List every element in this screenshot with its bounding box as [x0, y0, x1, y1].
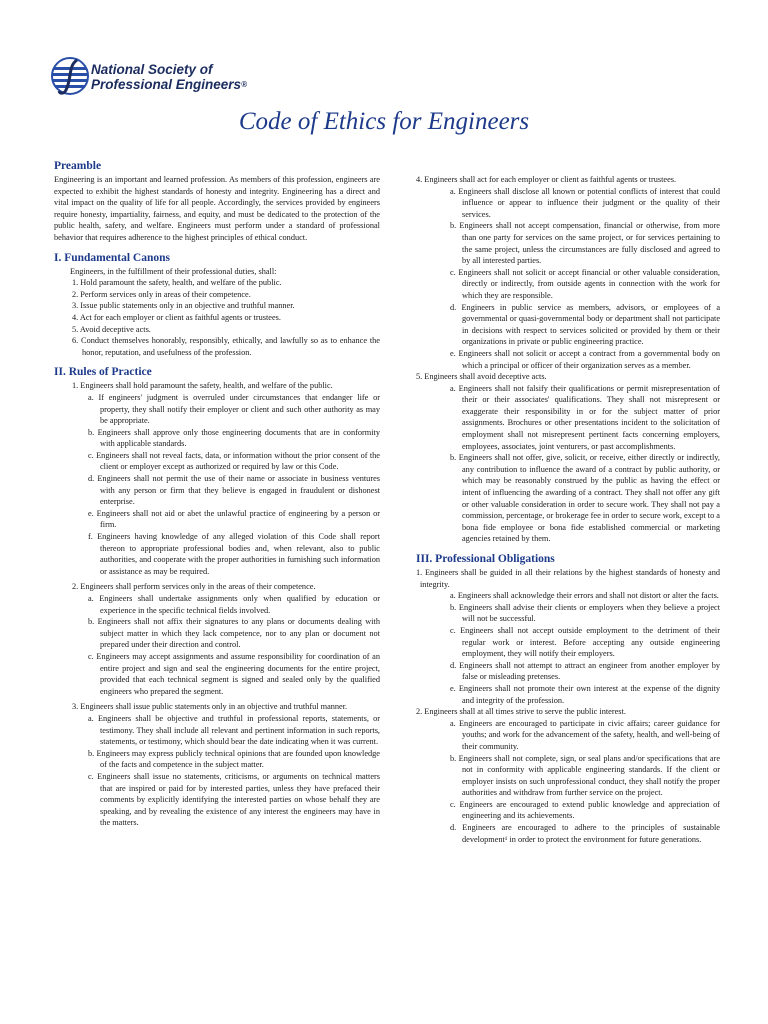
obligation-1b: b. Engineers shall advise their clients or employers when they believe a project will not be successful.: [450, 602, 720, 624]
obligation-1e: e. Engineers shall not promote their own interest at the expense of the dignity and integrity of the profession.: [450, 683, 720, 705]
canons-heading: I. Fundamental Canons: [54, 251, 170, 264]
org-name-line2: [91, 77, 247, 92]
canon-item: 2. Perform services only in areas of their competence.: [72, 289, 251, 299]
rule-1d: d. Engineers shall not permit the use of their name or associate in business ventures with any person or firm that they believe is engaged in fraudulent or dishonest enterprise.: [88, 474, 380, 507]
right-column: [416, 174, 720, 845]
preamble-heading: Preamble: [54, 160, 102, 172]
rule-4e: e. Engineers shall not solicit or accept a contract from a governmental body on which a principal or officer of their organization serves as a member.: [450, 348, 720, 370]
obligation-2a: a. Engineers are encouraged to participate in civic affairs; career guidance for youths; and work for the advancement of the safety, health, and well-being of their community.: [450, 718, 720, 751]
nspe-logo: [50, 56, 310, 100]
preamble-text: Engineering is an important and learned profession. As members of this profession, engineers are expected to exhibit the highest standards of honesty and integrity. Engineering has a direct and vital impact on the quality of life for all people. Accordingly, the services provided by engineers require honesty, impartiality, fairness, and equity, and must be dedicated to the protection of the public health, safety, and welfare. Engineers must perform under a standard of professional behavior that requires adherence to the highest principles of ethical conduct.: [54, 175, 380, 242]
canons-intro: Engineers, in the fulfillment of their professional duties, shall:: [70, 266, 277, 276]
nspe-emblem-icon: [50, 56, 90, 96]
registered-mark: ®: [241, 80, 247, 89]
rule-4d: d. Engineers in public service as members, advisors, or employees of a governmental or quasi-governmental body or department shall not participate in decisions with respect to services solicited or provided by them or their organizations in private or public engineering practice.: [450, 302, 720, 347]
rule-3-head: 3. Engineers shall issue public statements only in an objective and truthful manner.: [72, 702, 348, 712]
obligations-heading: III. Professional Obligations: [416, 553, 555, 565]
rule-5-head: 5. Engineers shall avoid deceptive acts.: [416, 372, 547, 382]
rule-3b: b. Engineers may express publicly technical opinions that are founded upon knowledge of the facts and competence in the subject matter.: [88, 748, 380, 770]
obligation-2-head: 2. Engineers shall at all times strive to serve the public interest.: [416, 707, 626, 717]
rule-4-head: 4. Engineers shall act for each employer or client as faithful agents or trustees.: [416, 175, 677, 184]
rule-5b: b. Engineers shall not offer, give, solicit, or receive, either directly or indirectly, any contribution to influence the award of a contract by public authority, or which may be reasonably construed by the public as having the effect or intent of influencing the awarding of a contract. They shall not offer any gift or other valuable consideration in order to secure work. They shall not pay a commission, percentage, or brokerage fee in order to secure work, except to a bona fide employee or bona fide established commercial or marketing agencies retained by them.: [450, 453, 720, 544]
canon-item: 1. Hold paramount the safety, health, and welfare of the public.: [72, 278, 282, 288]
rule-1a: a. If engineers' judgment is overruled under circumstances that endanger life or property, they shall notify their employer or client and such other authority as may be appropriate.: [88, 392, 380, 426]
left-column: [54, 158, 380, 829]
obligation-2d: d. Engineers are encouraged to adhere to the principles of sustainable development¹ in order to protect the environment for future generations.: [450, 823, 720, 844]
rule-4a: a. Engineers shall disclose all known or potential conflicts of interest that could influence or appear to influence their judgment or the quality of their services.: [450, 186, 720, 219]
canon-item: 4. Act for each employer or client as faithful agents or trustees.: [72, 312, 281, 322]
rules-heading: II. Rules of Practice: [54, 366, 152, 379]
rule-3a: a. Engineers shall be objective and truthful in professional reports, statements, or testimony. They shall include all relevant and pertinent information in such reports, statements, or testimony, which should bear the date indicating when it was current.: [88, 713, 380, 747]
rule-2b: b. Engineers shall not affix their signatures to any plans or documents dealing with subject matter in which they lack competence, nor to any plan or document not prepared under their direction and control.: [88, 617, 380, 650]
rule-2-head: 2. Engineers shall perform services only in the areas of their competence.: [72, 582, 316, 592]
canon-item: 6. Conduct themselves honorably, responsibly, ethically, and lawfully so as to enhance the honor, reputation, and usefulness of the profession.: [72, 336, 380, 357]
obligation-1a: a. Engineers shall acknowledge their errors and shall not distort or alter the facts.: [450, 591, 719, 601]
canon-item: 3. Issue public statements only in an objective and truthful manner.: [72, 301, 295, 311]
rule-2c: c. Engineers may accept assignments and assume responsibility for coordination of an entire project and sign and seal the engineering documents for the entire project, provided that each technical segment is signed and sealed only by the qualified engineers who prepared the segment.: [88, 651, 380, 696]
rule-2a: a. Engineers shall undertake assignments only when qualified by education or experience in the specific technical fields involved.: [88, 594, 380, 615]
org-name-line1: National Society of: [91, 62, 213, 77]
obligation-1d: d. Engineers shall not attempt to attract an engineer from another employer by false or misleading pretenses.: [450, 660, 720, 682]
rule-3c: c. Engineers shall issue no statements, criticisms, or arguments on technical matters that are inspired or paid for by interested parties, unless they have prefaced their comments by explicitly identifying the interested parties on whose behalf they are speaking, and by revealing the existence of any interest the engineers may have in the matters.: [88, 771, 380, 828]
rule-1c: c. Engineers shall not reveal facts, data, or information without the prior consent of the client or employer except as authorized or required by law or this Code.: [88, 450, 380, 472]
rule-4b: b. Engineers shall not accept compensation, financial or otherwise, from more than one party for services on the same project, or for services pertaining to the same project, unless the circumstances are fully disclosed and agreed to by all interested parties.: [450, 221, 720, 266]
obligation-1-head: 1. Engineers shall be guided in all their relations by the highest standards of honesty and integrity.: [416, 568, 720, 589]
rule-1b: b. Engineers shall approve only those engineering documents that are in conformity with applicable standards.: [88, 427, 380, 449]
organization-name: [91, 62, 247, 92]
obligation-1c: c. Engineers shall not accept outside employment to the detriment of their regular work or interest. Before accepting any outside engineering employment, they will notify their employers.: [450, 625, 720, 659]
obligation-2c: c. Engineers are encouraged to extend public knowledge and appreciation of engineering and its achievements.: [450, 799, 720, 821]
org-name-line2-text: Professional Engineers: [91, 77, 242, 92]
rule-1f: f. Engineers having knowledge of any alleged violation of this Code shall report thereon to appropriate professional bodies and, when relevant, also to public authorities, and cooperate with the proper authorities in furnishing such information or assistance as may be required.: [88, 532, 380, 576]
rule-5a: a. Engineers shall not falsify their qualifications or permit misrepresentation of their or their associates' qualifications. They shall not misrepresent or exaggerate their responsibility in or for the subject matter of prior assignments. Brochures or other presentations incident to the solicitation of employment shall not misrepresent pertinent facts concerning employers, employees, associates, joint venturers, or past accomplishments.: [450, 383, 720, 451]
obligation-2b: b. Engineers shall not complete, sign, or seal plans and/or specifications that are not in conformity with applicable engineering standards. If the client or employer insists on such unprofessional conduct, they shall notify the proper authorities and withdraw from further service on the project.: [450, 753, 720, 798]
page-title: Code of Ethics for Engineers: [238, 108, 530, 135]
rule-1e: e. Engineers shall not aid or abet the unlawful practice of engineering by a person or firm.: [88, 508, 380, 530]
rule-4c: c. Engineers shall not solicit or accept financial or other valuable consideration, directly or indirectly, from outside agents in connection with the work for which they are responsible.: [450, 267, 720, 300]
rule-1-head: 1. Engineers shall hold paramount the safety, health, and welfare of the public.: [72, 381, 333, 391]
canon-item: 5. Avoid deceptive acts.: [72, 324, 151, 334]
